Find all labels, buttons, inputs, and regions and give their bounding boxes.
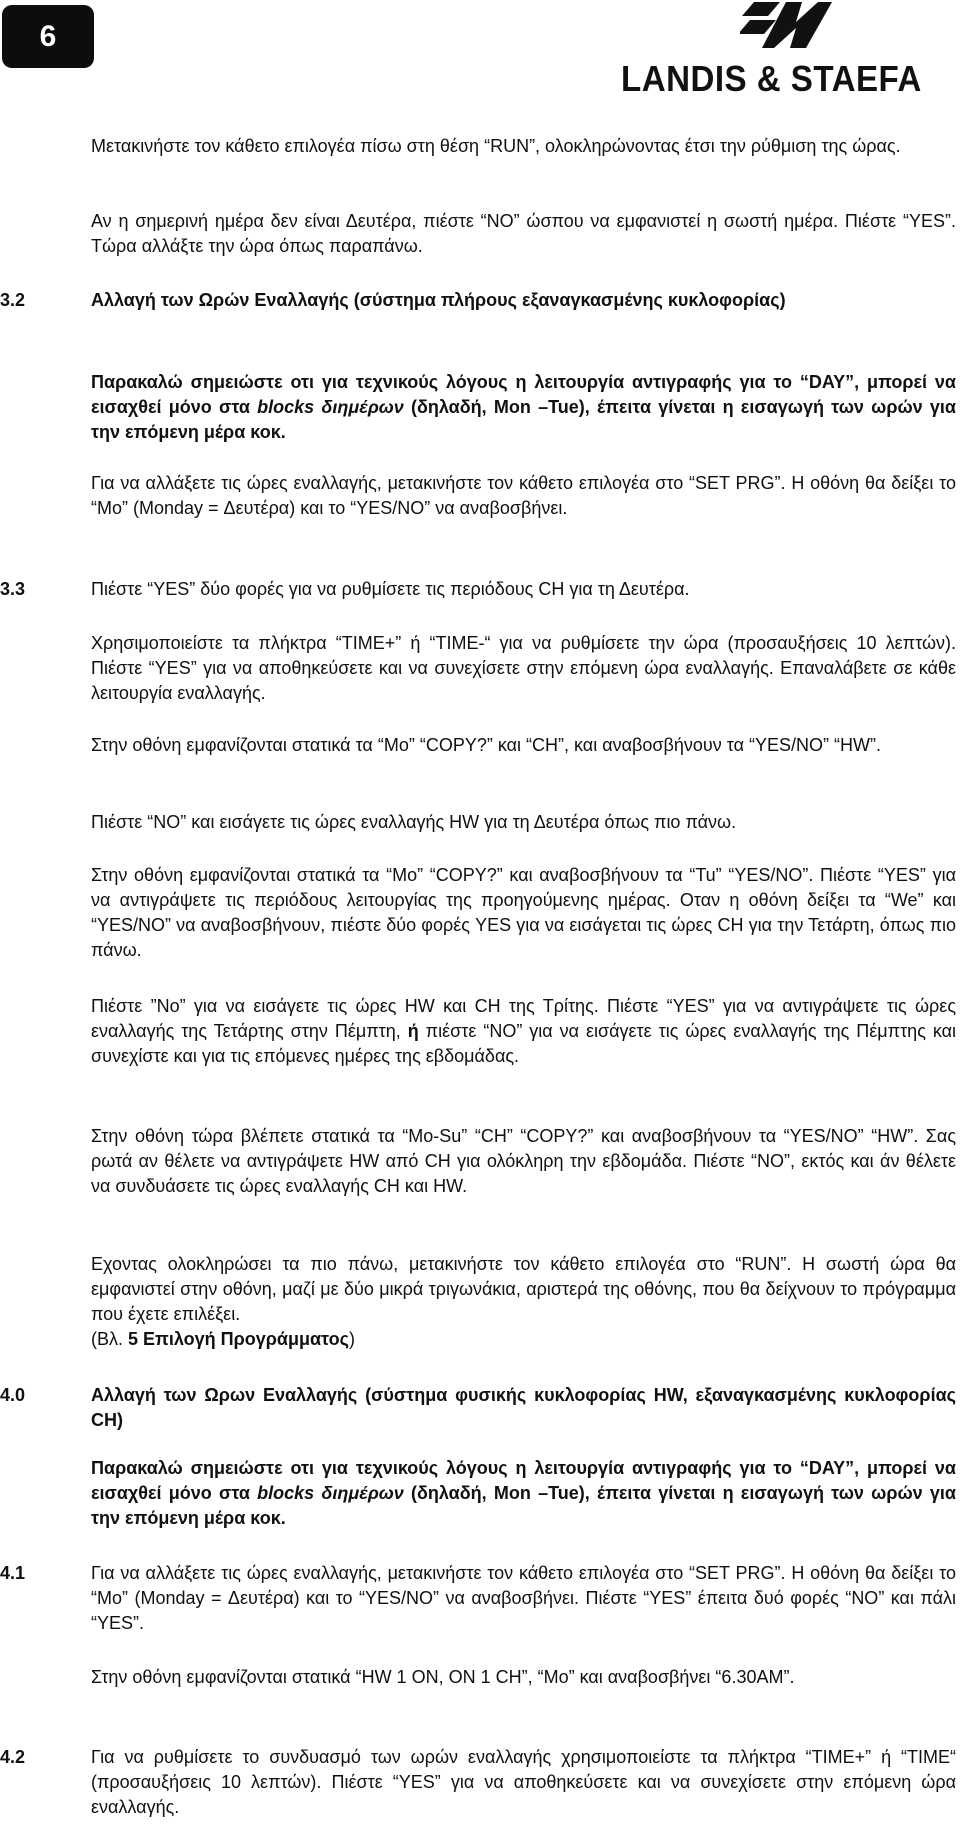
note2-text-start: Παρακαλώ σημειώστε οτι για τεχνικούς λόγους η λειτουργία αντιγραφής για το “DAY”, μπορεί να εισαχθεί μόνο στα — [91, 1458, 956, 1503]
paragraph-4-1: Για να αλλάξετε τις ώρες εναλλαγής, μετακινήστε τον κάθετο επιλογέα στο “SET PRG”. Η οθόνη θα δείξει το “Mo” (Monday = Δευτέρα) και το “YES/NO” να αναβοσβήνει. Πιέστε “YES” έπειτα δυό φορές “NO” και πάλι “YES”. — [91, 1563, 956, 1633]
paragraph-set-prg: Για να αλλάξετε τις ώρες εναλλαγής, μετακινήστε τον κάθετο επιλογέα στο “SET PRG”. Η οθόνη θα δείξει το “Mo” (Monday = Δευτέρα) και το “YES/NO” να αναβοσβήνει. — [91, 473, 956, 518]
paragraph-3-3: Πιέστε “YES” δύο φορές για να ρυθμίσετε τις περιόδους CH για τη Δευτέρα. — [91, 579, 690, 599]
company-logo — [615, 2, 955, 98]
reference-suffix: ) — [348, 1329, 355, 1349]
section-number-3-2: 3.2 — [0, 290, 26, 310]
logo-mark-icon — [740, 2, 832, 48]
paragraph-copy-tuesday: Στην οθόνη εμφανίζονται στατικά τα “Mo” “COPY?” και αναβοσβήνουν τα “Tu” “YES/NO”. Πιέστε “YES” για να αντιγράψετε τις περιόδους λειτουργίας της προηγούμενης ημέρας. Οταν η οθόνη δείξει τα “We” και “YES/NO” να αναβοσβήνουν, πιέστε δύο φορές YES για να εισάγεται τις ώρες CH για την Τετάρτη, όπως πιο πάνω. — [91, 865, 956, 960]
logo-wordmark: LANDIS & STAEFA — [621, 58, 922, 99]
reference-link-text: 5 Επιλογή Προγράμματος — [128, 1329, 349, 1349]
note-text-end: (δηλαδή, Mon –Tue), έπειτα γίνεται η εισαγωγή των ωρών για την επόμενη μέρα κοκ. — [91, 397, 956, 442]
paragraph-complete-text: Εχοντας ολοκληρώσει τα πιο πάνω, μετακινήστε τον κάθετο επιλογέα στο “RUN”. Η σωστή ώρα θα εμφανιστεί στην οθόνη, μαζί με δύο μικρά τριγωνάκια, αριστερά της οθόνης, που θα δείχνουν το πρόγραμμα που έχετε επιλέξει. — [91, 1254, 956, 1324]
paragraph-hw-monday: Πιέστε “NO” και εισάγετε τις ώρες εναλλαγής HW για τη Δευτέρα όπως πιο πάνω. — [91, 812, 737, 832]
section-number-3-3: 3.3 — [0, 579, 26, 599]
section-number-4-1: 4.1 — [0, 1563, 26, 1583]
paragraph-time-keys: Χρησιμοποιείστε τα πλήκτρα “TIME+” ή “TIME-“ για να ρυθμίσετε την ώρα (προσαυξήσεις 10 λεπτών). Πιέστε “YES” για να αποθηκεύσετε και να συνεχίσετε στην επόμενη ώρα εναλλαγής. Επαναλάβετε σε κάθε λειτουργία εναλλαγής. — [91, 633, 956, 703]
paragraph-hw-on: Στην οθόνη εμφανίζονται στατικά “HW 1 ON, ON 1 CH”, “Mo” και αναβοσβήνει “6.30AM”. — [91, 1667, 795, 1687]
paragraph-run-position: Μετακινήστε τον κάθετο επιλογέα πίσω στη θέση “RUN”, ολοκληρώνοντας έτσι την ρύθμιση της ώρας. — [91, 136, 901, 156]
note-copy-function — [91, 370, 956, 445]
reference-prefix: (Βλ. — [91, 1329, 129, 1349]
paragraph-complete — [91, 1252, 956, 1352]
note2-text-end: (δηλαδή, Mon –Tue), έπειτα γίνεται η εισαγωγή των ωρών για την επόμενη μέρα κοκ. — [91, 1483, 956, 1528]
paragraph-4-2: Για να ρυθμίσετε το συνδυασμό των ωρών εναλλαγής χρησιμοποιείστε τα πλήκτρα “TIME+” ή “TIME“ (προσαυξήσεις 10 λεπτών). Πιέστε “YES” για να αποθηκεύσετε και να συνεχίσετε στην επόμενη ώρα εναλλαγής. — [91, 1747, 956, 1817]
paragraph-mo-su: Στην οθόνη τώρα βλέπετε στατικά τα “Mo-Su” “CH” “COPY?” και αναβοσβήνουν τα “YES/NO” “HW”. Σας ρωτά αν θέλετε να αντιγράψετε HW από CH για ολόκληρη την εβδομάδα. Πιέστε “NO”, εκτός και άν θέλετε να συνδυάσετε τις ώρες εναλλαγής CH και HW. — [91, 1126, 956, 1196]
paragraph-display-copy: Στην οθόνη εμφανίζονται στατικά τα “Mo” “COPY?” και “CH”, και αναβοσβήνουν τα “YES/NO” “HW”. — [91, 735, 881, 755]
paragraph-day-select: Αν η σημερινή ημέρα δεν είναι Δευτέρα, πιέστε “NO” ώσπου να εμφανιστεί η σωστή ημέρα. Πιέστε “YES”. Τώρα αλλάξτε την ώρα όπως παραπάνω. — [91, 211, 956, 256]
note-copy-function-2 — [91, 1456, 956, 1531]
paragraph-thursday — [91, 994, 956, 1069]
section-number-4-2: 4.2 — [0, 1747, 26, 1767]
note2-text-italic: blocks διημέρων — [257, 1483, 404, 1503]
note-text-start: Παρακαλώ σημειώστε οτι για τεχνικούς λόγους η λειτουργία αντιγραφής για το “DAY”, μπορεί να εισαχθεί μόνο στα — [91, 372, 956, 417]
paragraph-thursday-end: πιέστε “NO” για να εισάγετε τις ώρες εναλλαγής της Πέμπτης και συνεχίστε και για τις επόμενες ημέρες της εβδομάδας. — [91, 1021, 956, 1066]
page-number-badge: 6 — [2, 5, 94, 68]
section-heading-4-0: Αλλαγή των Ωρων Εναλλαγής (σύστημα φυσικής κυκλοφορίας HW, εξαναγκασμένης κυκλοφορίας CH) — [91, 1385, 956, 1430]
section-number-4-0: 4.0 — [0, 1385, 26, 1405]
paragraph-thursday-or: ή — [407, 1021, 419, 1041]
section-heading-3-2: Αλλαγή των Ωρών Εναλλαγής (σύστημα πλήρους εξαναγκασμένης κυκλοφορίας) — [91, 290, 786, 310]
paragraph-thursday-start: Πιέστε ”No” για να εισάγετε τις ώρες HW και CH της Τρίτης. Πιέστε “YES” για να αντιγράψετε τις ώρες εναλλαγής της Τετάρτης στην Πέμπτη, — [91, 996, 956, 1041]
note-text-italic: blocks διημέρων — [257, 397, 404, 417]
